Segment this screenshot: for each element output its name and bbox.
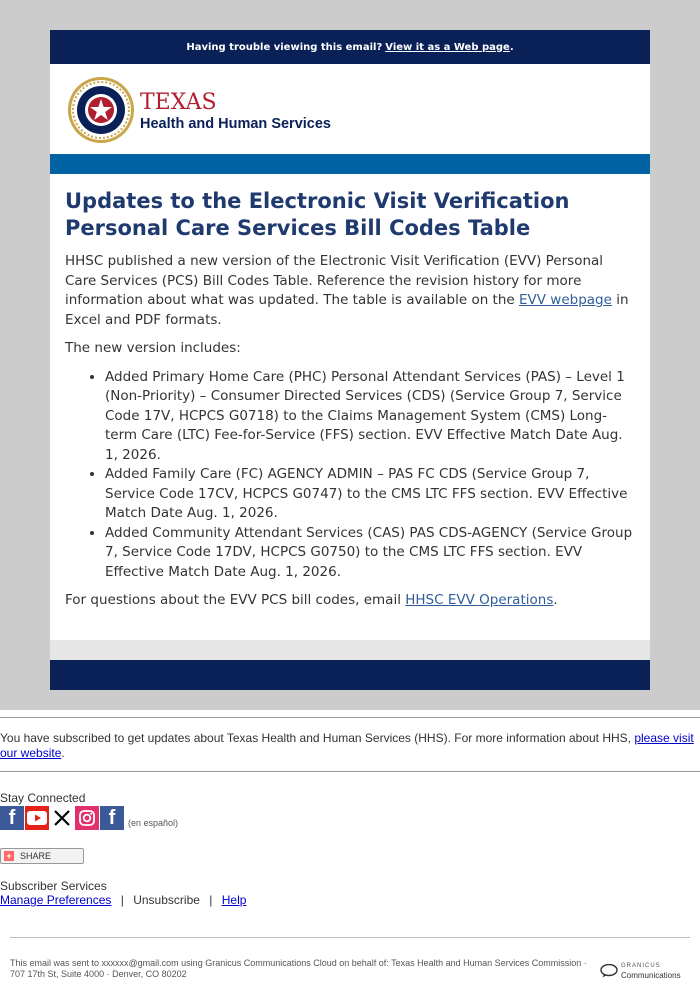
granicus-speech-icon: [600, 964, 618, 978]
subscription-end: .: [61, 746, 65, 760]
contact-paragraph: [65, 591, 635, 611]
article-headline: Updates to the Electronic Visit Verification Personal Care Services Bill Codes Table: [65, 189, 570, 240]
help-link[interactable]: Help: [221, 893, 247, 907]
trouble-end: .: [509, 41, 514, 53]
facebook-espanol-icon[interactable]: f: [100, 806, 124, 830]
hhs-logo[interactable]: [50, 64, 650, 154]
blue-divider-band: [50, 154, 650, 174]
intro-text: HHSC published a new version of the Electronic Visit Verification (EVV) Personal Care Services (PCS) Bill Codes Table. Reference the revision history for more information about what was updated. The table is available on the: [65, 253, 604, 308]
view-online-bar: [50, 30, 650, 64]
evv-webpage-link[interactable]: EVV webpage: [519, 292, 612, 308]
list-intro: The new version includes:: [65, 340, 241, 356]
facebook-icon[interactable]: f: [0, 806, 24, 830]
instagram-icon[interactable]: [75, 806, 99, 830]
granicus-line2: Communications: [621, 971, 681, 980]
contact-end: .: [553, 592, 558, 608]
list-item: • Added Community Attendant Services (CAS) PAS CDS-AGENCY (Service Group 7, Service Code 17DV, HCPCS G0750) to the CMS LTC FFS section. EVV Effective Match Date Aug. 1, 2026.: [105, 524, 635, 583]
texas-star-seal-icon: [67, 76, 135, 144]
stay-connected-label: Stay Connected: [0, 791, 86, 805]
navy-footer-band: [50, 660, 650, 690]
manage-preferences-link[interactable]: Manage Preferences: [0, 893, 112, 907]
unsubscribe-link[interactable]: Unsubscribe: [133, 893, 200, 907]
list-item: • Added Family Care (FC) AGENCY ADMIN – PAS FC CDS (Service Group 7, Service Code 17CV, HCPCS G0747) to the CMS LTC FFS section. EVV Effective Match Date Aug. 1, 2026.: [105, 465, 635, 524]
article-content: [50, 174, 650, 611]
granicus-text: [621, 962, 681, 980]
plus-icon: +: [4, 851, 14, 861]
x-twitter-icon[interactable]: [50, 806, 74, 830]
subscriber-links: [0, 893, 246, 907]
espanol-label: (en español): [128, 818, 179, 828]
logo-hhs-text: Health and Human Services: [140, 116, 331, 132]
visit-website-link[interactable]: please visit our website: [0, 731, 694, 760]
granicus-line1: GRANICUS: [621, 963, 661, 969]
intro-paragraph: [65, 252, 635, 330]
subscription-text: You have subscribed to get updates about Texas Health and Human Services (HHS). For more information about HHS,: [0, 731, 635, 745]
hhsc-evv-operations-link[interactable]: HHSC EVV Operations: [405, 592, 554, 608]
list-item: • Added Primary Home Care (PHC) Personal Attendant Services (PAS) – Level 1 (Non-Priority) – Consumer Directed Services (CDS) (Service Group 7, Service Code 17V, HCPCS G0718) to the Claims Management System (CMS) Long-term Care (LTC) Fee-for-Service (FFS) section. EVV Effective Match Date Aug. 1, 2026.: [105, 368, 635, 466]
footer-divider-top: [0, 717, 700, 718]
link-separator: |: [120, 893, 124, 907]
trouble-text: Having trouble viewing this email?: [186, 41, 383, 53]
logo-texas-text: TEXAS: [140, 90, 217, 115]
intro-text-end: in Excel and PDF formats.: [65, 292, 629, 328]
granicus-logo[interactable]: [600, 962, 681, 980]
contact-text: For questions about the EVV PCS bill codes, email: [65, 592, 406, 608]
email-body: [50, 30, 650, 690]
link-separator: |: [209, 893, 213, 907]
updates-list: [65, 368, 635, 583]
social-links: [0, 806, 178, 830]
footer-divider-bottom: [10, 937, 690, 938]
gray-footer-band: [50, 640, 650, 660]
share-label: SHARE: [20, 851, 52, 861]
subscriber-services-label: Subscriber Services: [0, 879, 107, 893]
sent-notice: This email was sent to xxxxxx@gmail.com using Granicus Communications Cloud on behalf of: Texas Health and Human Services Commission · 707 17th St, Suite 4000 · Denver, CO 80202: [10, 958, 587, 979]
share-button[interactable]: [0, 848, 84, 864]
footer-divider-middle: [0, 771, 700, 772]
subscription-notice: [0, 731, 700, 761]
youtube-icon[interactable]: [25, 806, 49, 830]
view-web-page-link[interactable]: View it as a Web page: [385, 41, 510, 53]
